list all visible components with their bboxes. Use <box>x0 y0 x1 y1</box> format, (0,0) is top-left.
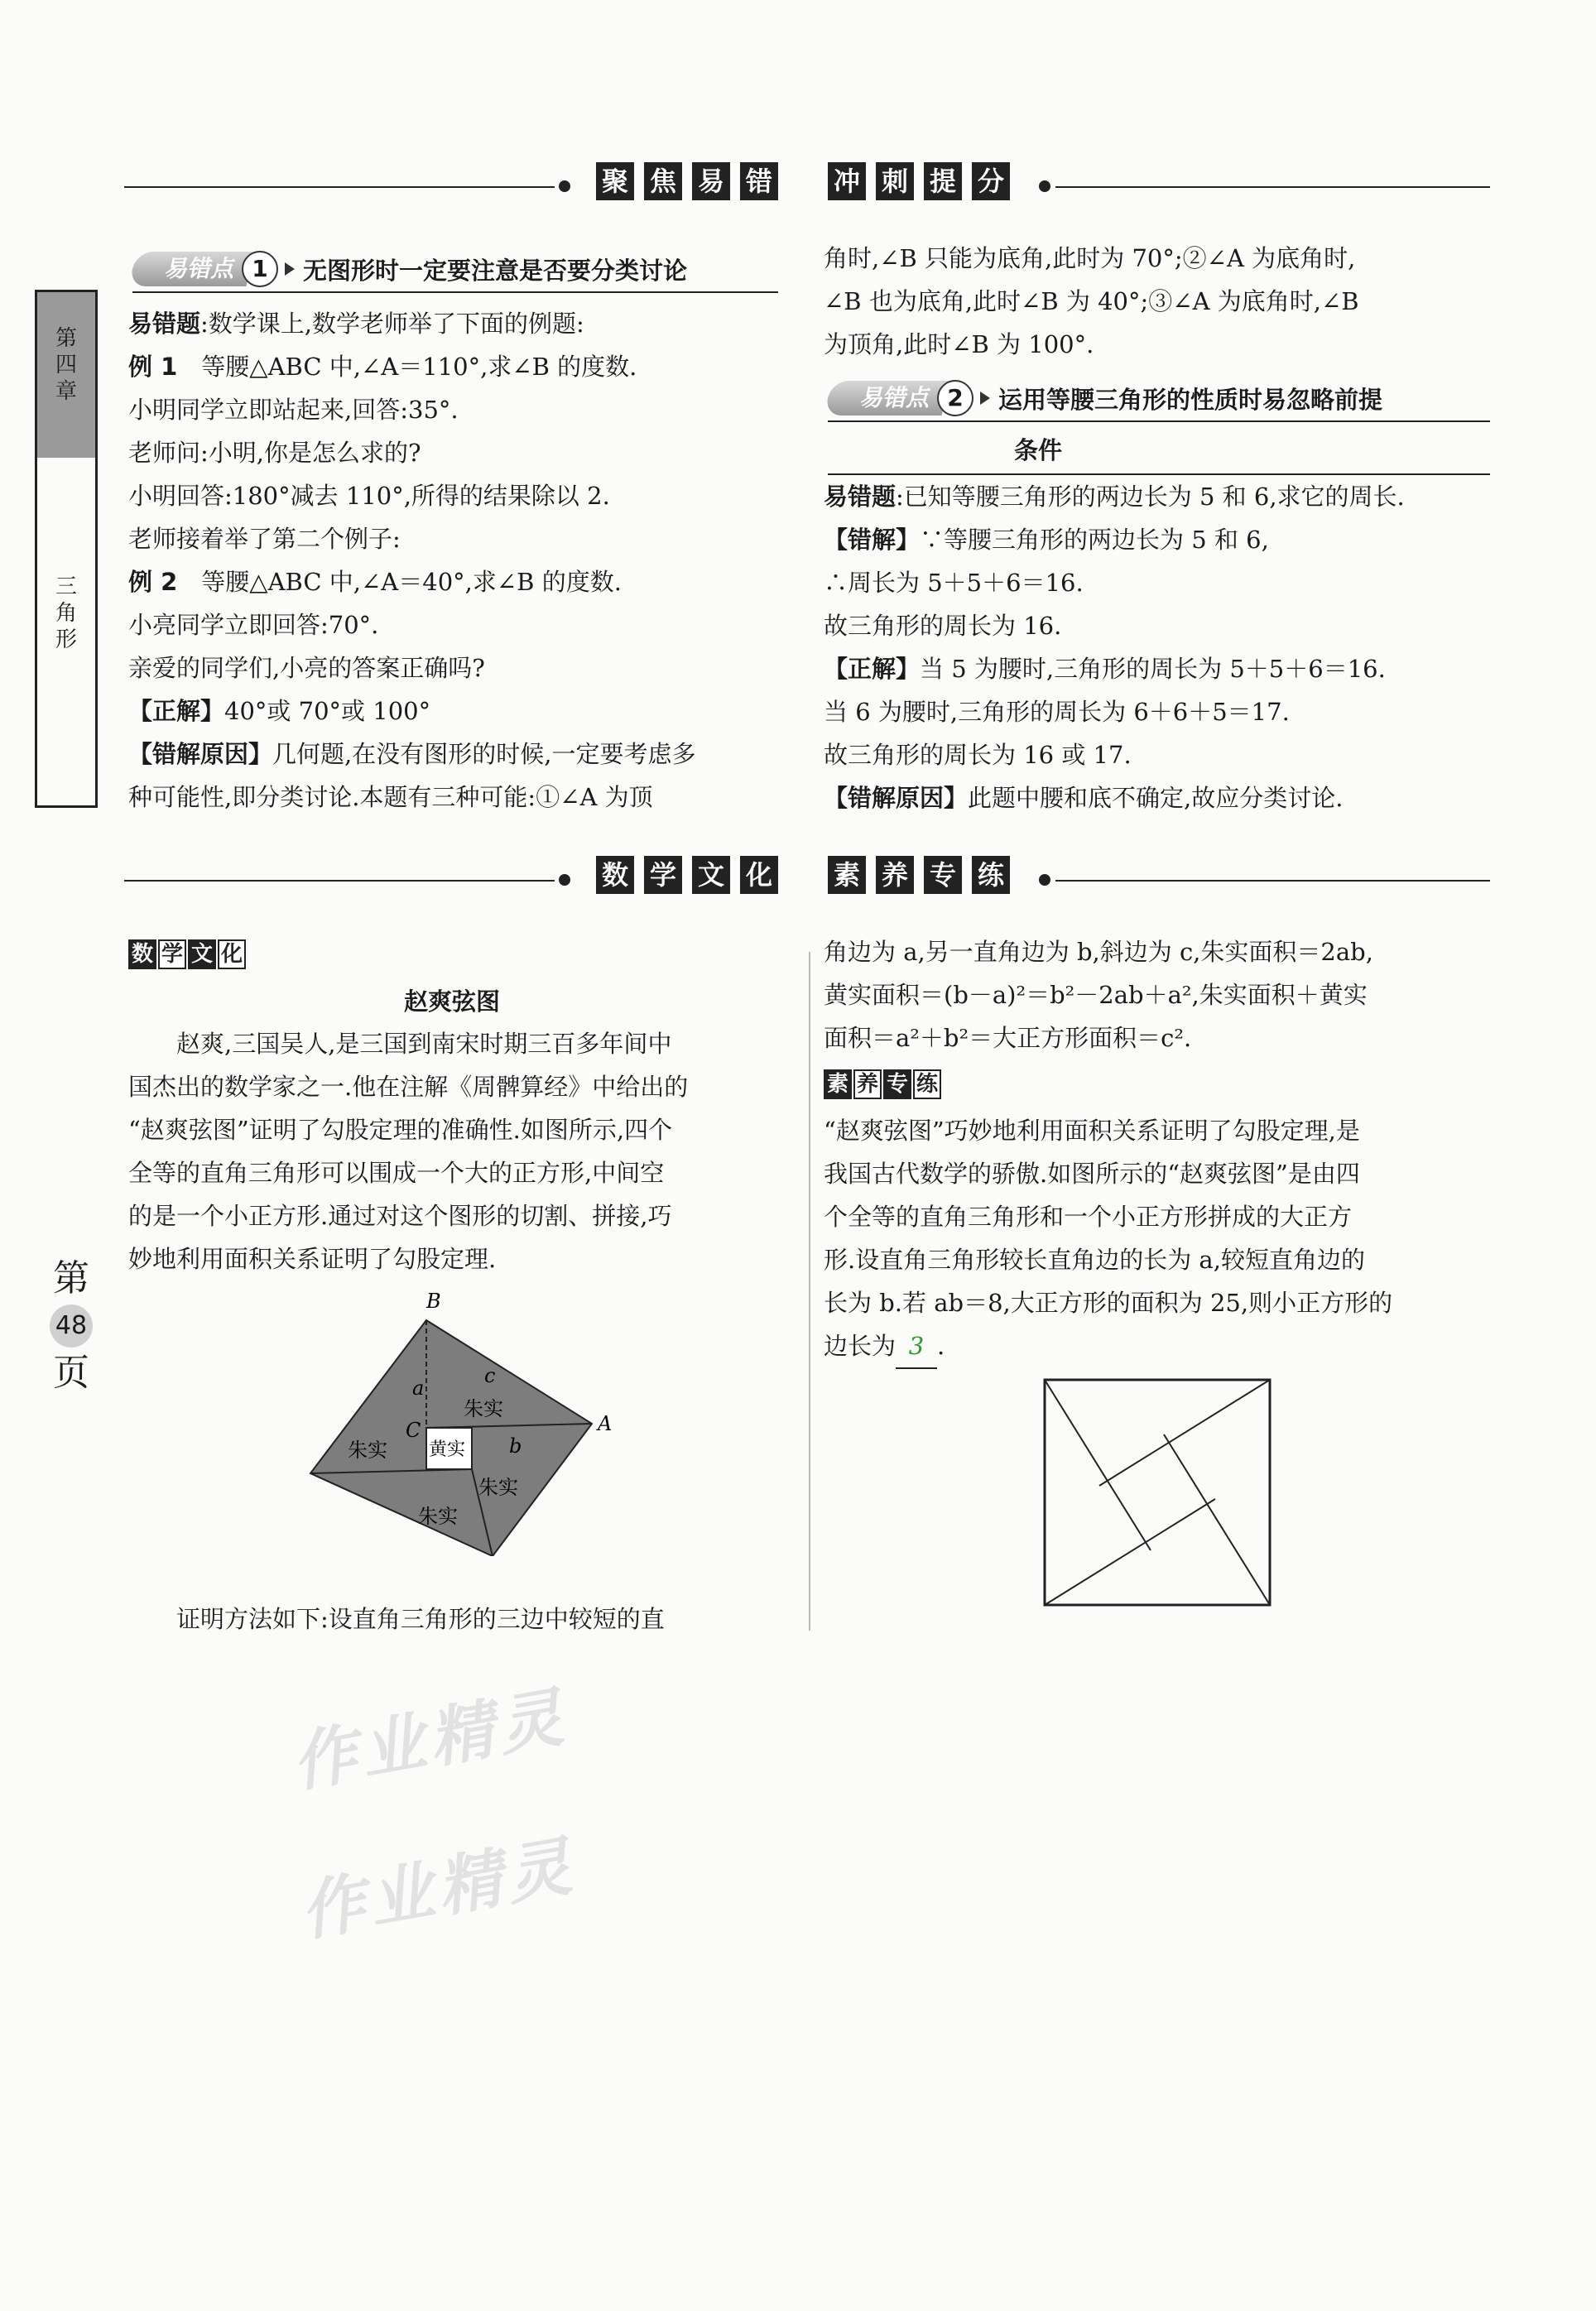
label-zhu-4: 朱实 <box>418 1505 458 1528</box>
error-point-2-title-cont: 条件 <box>1014 436 1063 464</box>
culture-proof-continued: 角边为 a,另一直角边为 b,斜边为 c,朱实面积＝2ab, 黄实面积＝(b－a)²＝b²－2ab＋a²,朱实面积＋黄实 面积＝a²＋b²＝大正方形面积＝c². <box>824 938 1373 1052</box>
answer-value: 3 <box>908 1332 925 1360</box>
chapter-sidebar <box>35 290 98 808</box>
header-char: 分 <box>972 162 1010 200</box>
label-zhu-3: 朱实 <box>478 1476 518 1499</box>
watermark: 作业精灵 <box>286 1679 574 1802</box>
header-char: 文 <box>692 856 730 894</box>
header-char: 刺 <box>876 162 914 200</box>
error-point-1-body: 易错题:数学课上,数学老师举了下面的例题: 例 1 等腰△ABC 中,∠A＝110°,求∠B 的度数. 小明同学立即站起来,回答:35°. 老师问:小明,你是怎么求的? 小明回答:180°减去 110°,所得的结果除以 2. 老师接着举了第二个例子: 例 2 等腰△ABC 中,∠A＝40°,求∠B 的度数. 小亮同学立即回答:70°. 亲爱的同学们,小亮的答案正确吗? 【正解】40°或 70°或 100° 【错解原因】几何题,在没有图形的时候,一定要考虑多 种可能性,即分类讨论.本题有三种可能:①∠A 为顶 <box>128 310 696 811</box>
culture-title: 赵爽弦图 <box>404 987 501 1016</box>
header-char: 焦 <box>644 162 682 200</box>
header-char: 提 <box>924 162 962 200</box>
math-culture-tag: 数 学 文 化 <box>128 939 246 969</box>
culture-text: 赵爽,三国吴人,是三国到南宋时期三百多年间中 国杰出的数学家之一.他在注解《周髀算经》中给出的 “赵爽弦图”证明了勾股定理的准确性.如图所示,四个 全等的直角三角形可以围成一个大的正方形,中间空 的是一个小正方形.通过对这个图形的切割、拼接,巧 妙地利用面积关系证明了勾股定理. <box>128 1030 689 1273</box>
header-char: 化 <box>740 856 778 894</box>
culture-proof-line: 证明方法如下:设直角三角形的三边中较短的直 <box>128 1605 665 1633</box>
header-char: 聚 <box>596 162 634 200</box>
section-header-focus-errors <box>124 162 1490 212</box>
header-char: 学 <box>644 856 682 894</box>
label-A: A <box>598 1412 613 1435</box>
header-char: 养 <box>876 856 914 894</box>
error-point-1-title: 无图形时一定要注意是否要分类讨论 <box>303 256 688 285</box>
header-char: 素 <box>828 856 866 894</box>
label-b: b <box>509 1434 522 1458</box>
label-c: c <box>484 1364 496 1387</box>
label-C: C <box>406 1419 421 1442</box>
chapter-label: 第 四 章 <box>55 326 77 404</box>
error-point-2-body: 易错题:已知等腰三角形的两边长为 5 和 6,求它的周长. 【错解】∵等腰三角形的两边长为 5 和 6, ∴周长为 5＋5＋6＝16. 故三角形的周长为 16. 【正解】当 5 为腰时,三角形的周长为 5＋5＋6＝16. 当 6 为腰时,三角形的周长为 6＋6＋5＝17. 故三角形的周长为 16 或 17. 【错解原因】此题中腰和底不确定,故应分类讨论. <box>824 483 1405 812</box>
header-char: 易 <box>692 162 730 200</box>
watermark: 作业精灵 <box>294 1828 582 1951</box>
practice-tag: 素 养 专 练 <box>824 1069 941 1099</box>
header-char: 专 <box>924 856 962 894</box>
error-point-2-tag: 易错点 2 运用等腰三角形的性质时易忽略前提 <box>828 379 1382 417</box>
error-point-2-title: 运用等腰三角形的性质时易忽略前提 <box>998 385 1383 414</box>
topic-label: 三 角 形 <box>55 574 77 652</box>
header-char: 错 <box>740 162 778 200</box>
error-point-1-tag: 易错点 1 无图形时一定要注意是否要分类讨论 <box>132 250 687 288</box>
header-char: 冲 <box>828 162 866 200</box>
error-point-1-continued: 角时,∠B 只能为底角,此时为 70°;②∠A 为底角时, ∠B 也为底角,此时∠B 为 40°;③∠A 为底角时,∠B 为顶角,此时∠B 为 100°. <box>824 244 1359 358</box>
label-a: a <box>412 1377 425 1400</box>
practice-text: “赵爽弦图”巧妙地利用面积关系证明了勾股定理,是 我国古代数学的骄傲.如图所示的“赵爽弦图”是由四 个全等的直角三角形和一个小正方形拼成的大正方 形.设直角三角形较长直角边的长为 a,较短直角边的 长为 b.若 ab＝8,大正方形的面积为 25,则小正方形的 边长为 3 . <box>824 1109 1392 1369</box>
label-zhu-2: 朱实 <box>348 1439 387 1462</box>
header-char: 数 <box>596 856 634 894</box>
label-huang: 黄实 <box>429 1439 466 1460</box>
section-header-math-culture <box>124 856 1490 906</box>
header-char: 练 <box>972 856 1010 894</box>
label-zhu-1: 朱实 <box>464 1397 503 1420</box>
column-divider <box>809 952 810 1631</box>
zhao-shuang-figure <box>298 1283 629 1556</box>
label-B: B <box>426 1290 441 1313</box>
practice-figure <box>1043 1378 1275 1610</box>
page-number: 第 48 页 <box>46 1258 96 1394</box>
